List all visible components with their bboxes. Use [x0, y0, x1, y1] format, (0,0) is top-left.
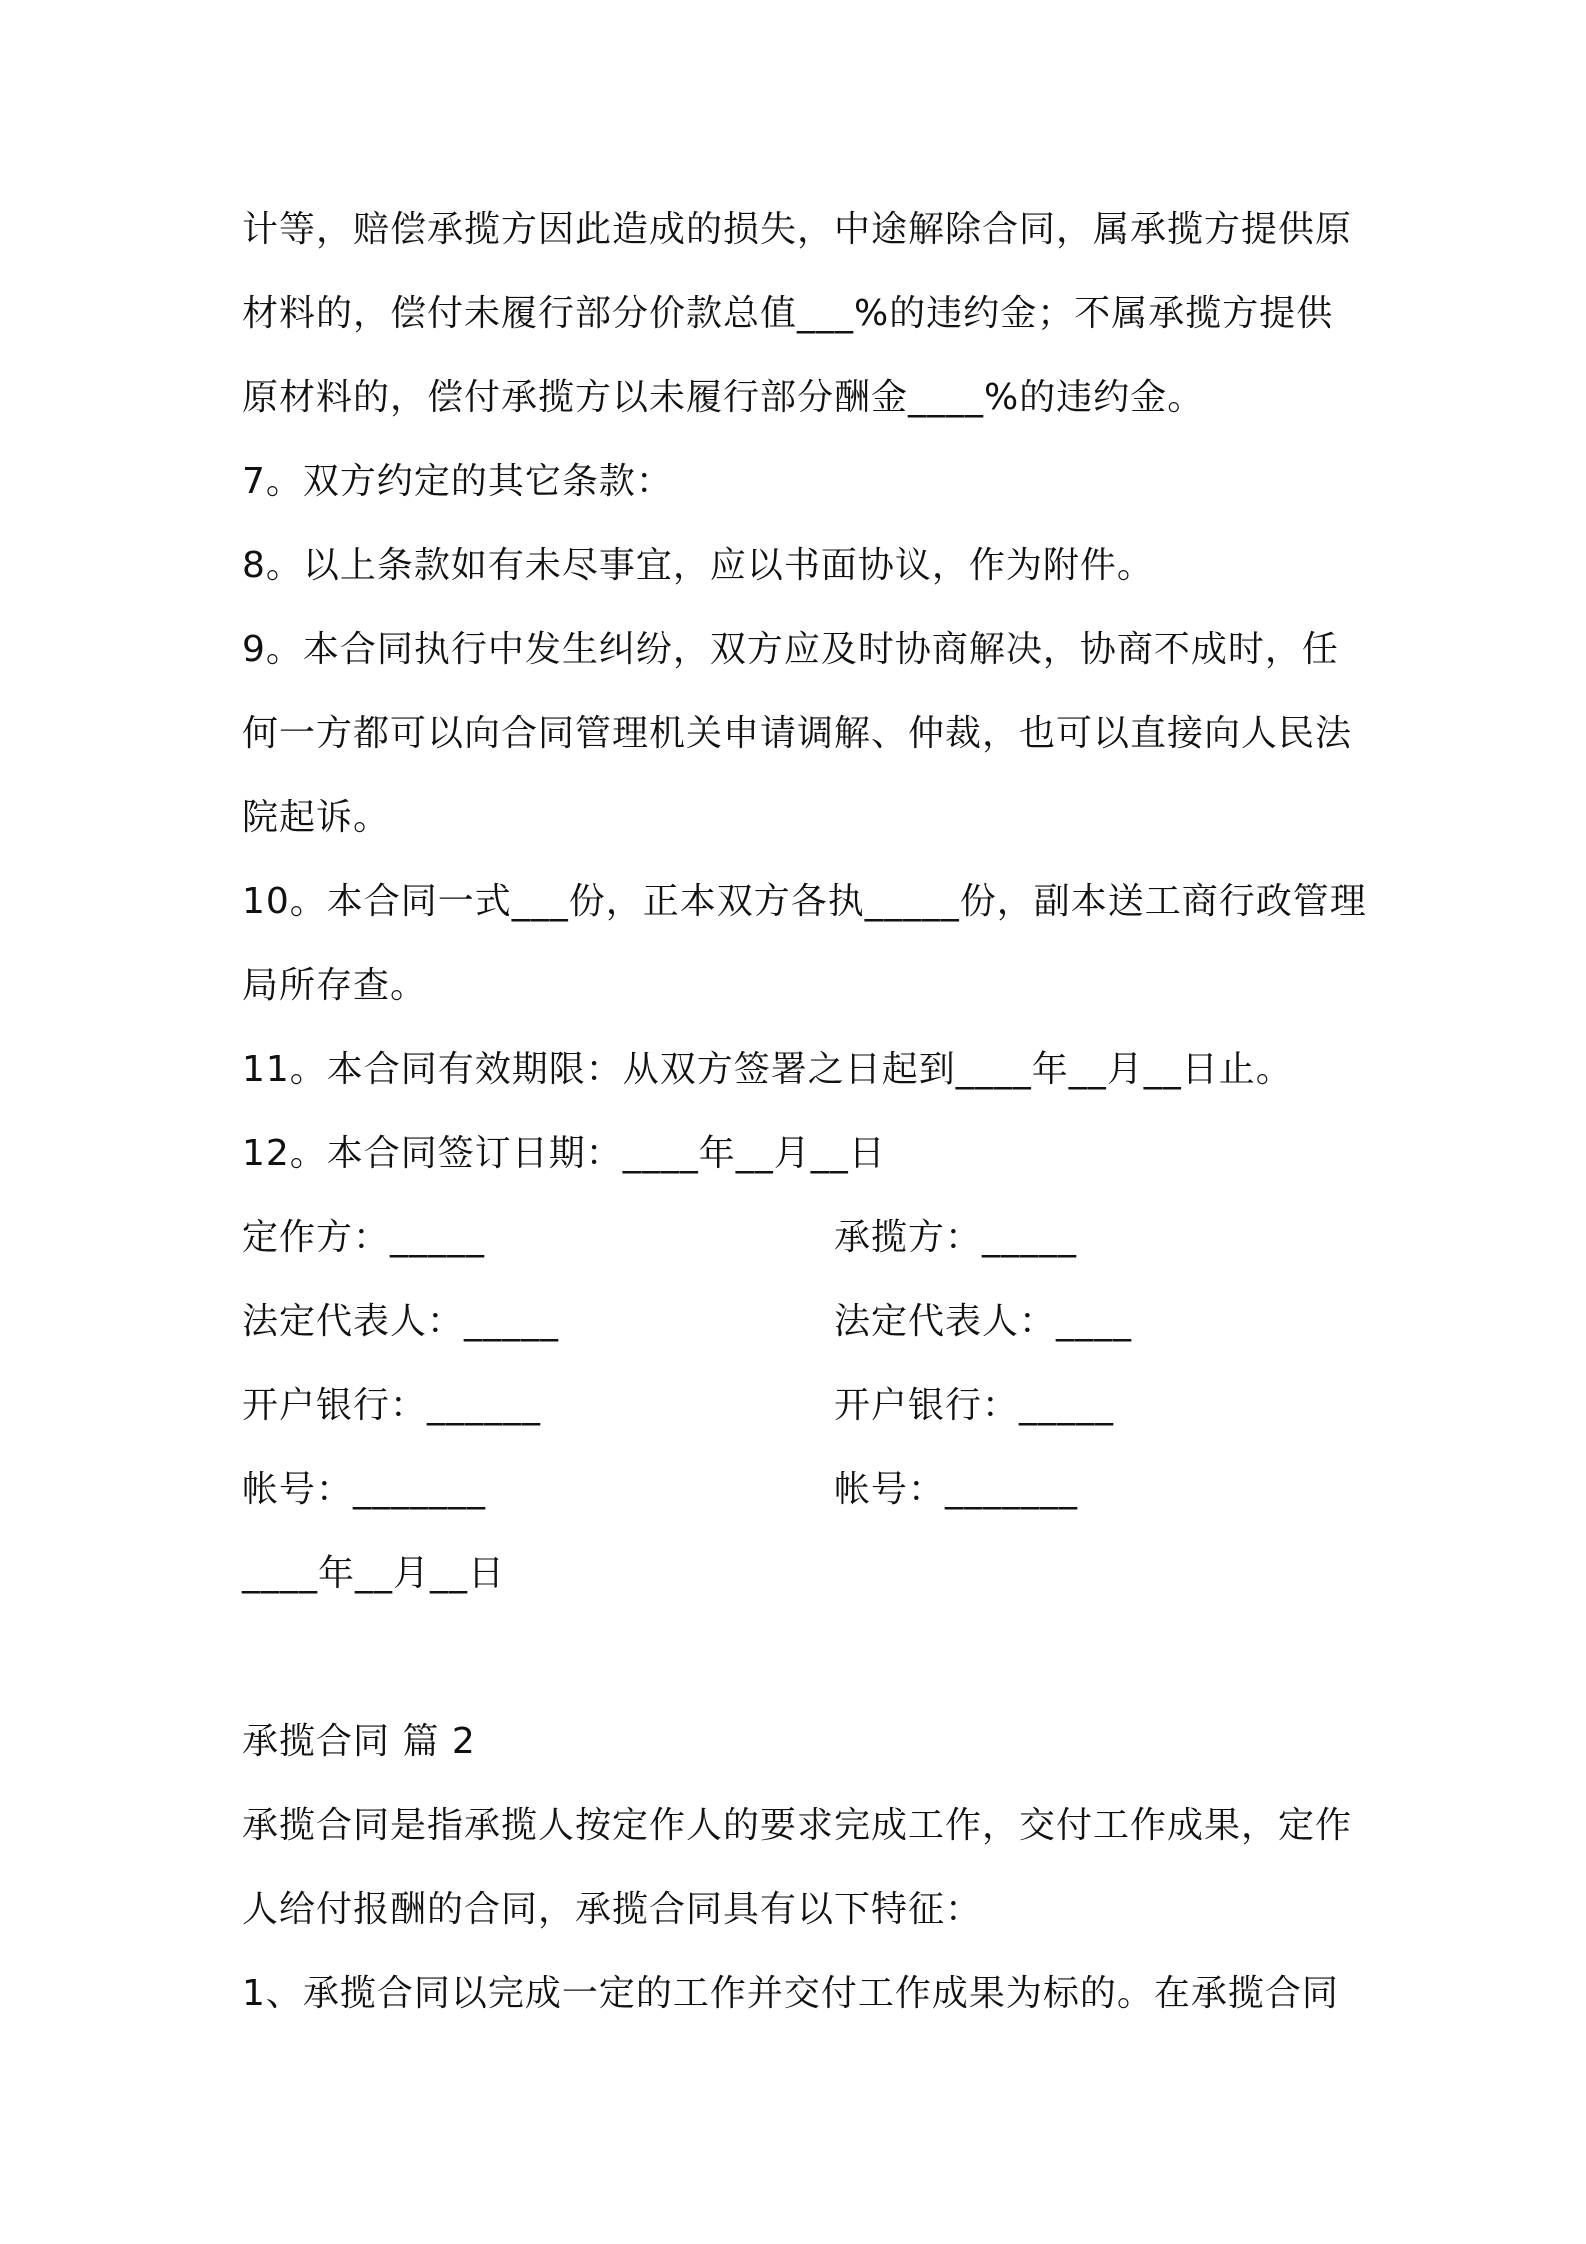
clause-9-line-1: 9。本合同执行中发生纠纷，双方应及时协商解决，协商不成时，任: [242, 629, 1339, 670]
section-2-title: 承揽合同 篇 2: [242, 1721, 476, 1762]
paragraph-p1-line-1: 计等，赔偿承揽方因此造成的损失，中途解除合同，属承揽方提供原: [242, 209, 1353, 250]
paragraph-p1-line-3: 原材料的，偿付承揽方以未履行部分酬金____%的违约金。: [242, 377, 1205, 418]
signature-right-account: 帐号：_______: [834, 1469, 1079, 1510]
clause-11: 11。本合同有效期限：从双方签署之日起到____年__月__日止。: [242, 1049, 1293, 1090]
clause-12: 12。本合同签订日期：____年__月__日: [242, 1133, 886, 1174]
signature-left-account: 帐号：_______: [242, 1469, 487, 1510]
paragraph-p1-line-2: 材料的，偿付未履行部分价款总值___%的违约金；不属承揽方提供: [242, 293, 1334, 334]
section-2-intro-line-1: 承揽合同是指承揽人按定作人的要求完成工作，交付工作成果，定作: [242, 1805, 1353, 1846]
clause-10-line-1: 10。本合同一式___份，正本双方各执_____份，副本送工商行政管理: [242, 881, 1367, 922]
clause-8: 8。以上条款如有未尽事宜，应以书面协议，作为附件。: [242, 545, 1154, 586]
signature-left-party: 定作方：_____: [242, 1217, 486, 1258]
signature-left-bank: 开户银行：______: [242, 1385, 542, 1426]
signature-date: ____年__月__日: [242, 1553, 506, 1594]
clause-9-line-3: 院起诉。: [242, 797, 391, 838]
clause-9-line-2: 何一方都可以向合同管理机关申请调解、仲裁，也可以直接向人民法: [242, 713, 1353, 754]
clause-7: 7。双方约定的其它条款：: [242, 461, 673, 502]
signature-right-party: 承揽方：_____: [834, 1217, 1078, 1258]
signature-left-representative: 法定代表人：_____: [242, 1301, 560, 1342]
clause-10-line-2: 局所存查。: [242, 965, 428, 1006]
signature-right-representative: 法定代表人：____: [834, 1301, 1133, 1342]
section-2-intro-line-2: 人给付报酬的合同，承揽合同具有以下特征：: [242, 1889, 983, 1930]
signature-right-bank: 开户银行：_____: [834, 1385, 1115, 1426]
section-2-item-1: 1、承揽合同以完成一定的工作并交付工作成果为标的。在承揽合同: [242, 1973, 1339, 2014]
